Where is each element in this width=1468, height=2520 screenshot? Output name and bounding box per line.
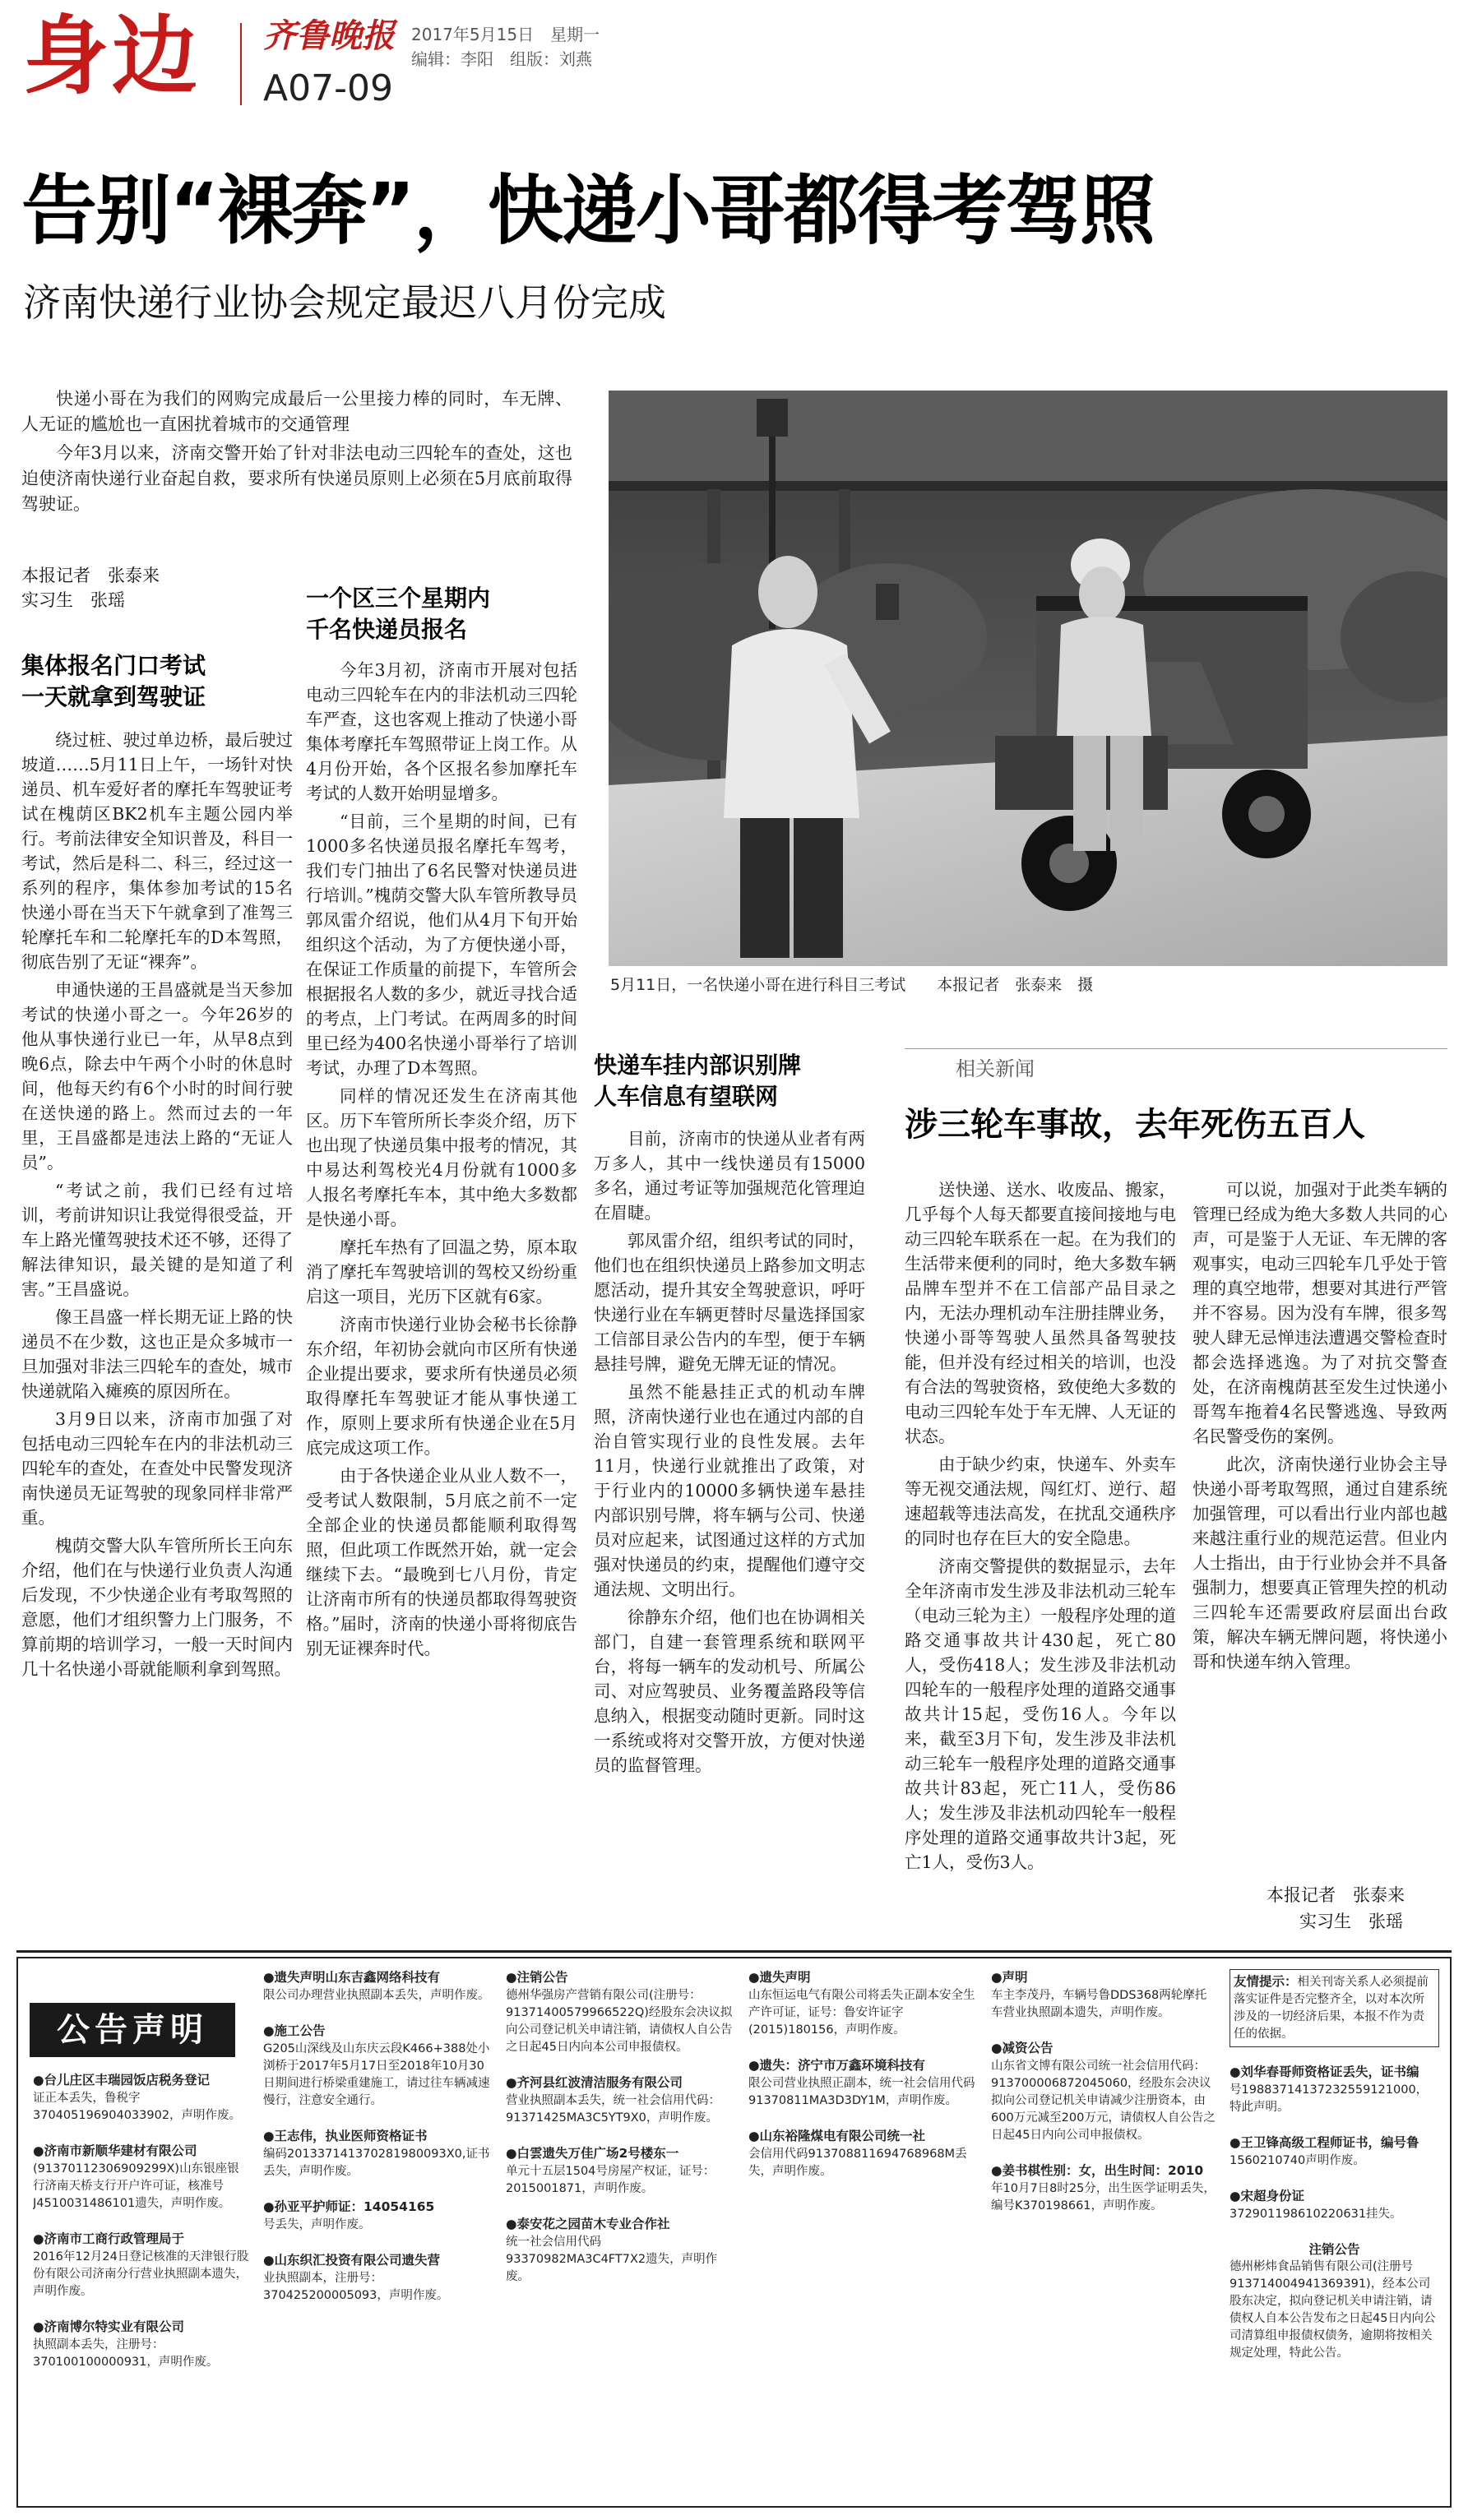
ad-item: ●济南市工商行政管理局于 2016年12月24日登记核准的天津银行股份有限公司济南分行营业执照副本遗失，声明作废。 — [33, 2231, 249, 2298]
ads-col-3 — [506, 1969, 736, 2499]
masthead — [0, 0, 1468, 132]
intro-para-2: 今年3月以来，济南交警开始了针对非法电动三四轮车的查处，这也迫使济南快递行业奋起自救，要求所有快递员原则上必须在5月底前取得驾驶证。 — [21, 443, 572, 514]
related-para: 送快递、送水、收废品、搬家，几乎每个人每天都要直接间接地与电动三四轮车联系在一起。在为我们的生活带来便利的同时，绝大多数车辆品牌车型并不在工信部产品目录之内，无法办理机动车注册挂牌业务，快递小哥等驾驶人虽然具备驾驶技能，但并没有经过相关的培训，也没有合法的驾驶资格，致使绝大多数的电动三四轮车处于车无牌、人无证的状态。 — [905, 1180, 1176, 1446]
photo-caption: 5月11日，一名快递小哥在进行科目三考试 本报记者 张泰来 摄 — [610, 976, 1094, 994]
s2-para: 今年3月初，济南市开展对包括电动三四轮车在内的非法机动三四轮车严查，这也客观上推动了快递小哥集体考摩托车驾照带证上岗工作。从4月份开始，各个区报名参加摩托车考试的人数开始明显增多。 — [306, 660, 577, 803]
intro-para-1: 快递小哥在为我们的网购完成最后一公里接力棒的同时，车无牌、人无证的尴尬也一直困扰着城市的交通管理 — [21, 389, 572, 434]
s3-para: 郭凤雷介绍，组织考试的同时，他们也在组织快递员上路参加文明志愿活动，提升其安全驾驶意识，呼吁快递行业在车辆更替时尽量选择国家工信部目录公告内的车型，便于车辆悬挂号牌，避免无牌无证的情况。 — [594, 1231, 865, 1374]
related-para: 由于缺少约束，快递车、外卖车等无视交通法规，闯红灯、逆行、超速超载等违法高发，在扰乱交通秩序的同时也存在巨大的安全隐患。 — [905, 1454, 1176, 1548]
ad-item: ●泰安花之园苗木专业合作社 统一社会信用代码93370982MA3C4FT7X2遗失，声明作废。 — [506, 2217, 718, 2283]
ads-col-5 — [991, 1969, 1217, 2499]
ad-item: ●刘华春哥师资格证丢失，证书编 号19883714137232559121000，特此声明。 — [1230, 2065, 1429, 2114]
ads-col-1 — [33, 2072, 251, 2499]
ad-item: ●遗失声明 山东恒运电气有限公司将丢失正副本安全生产许可证，证号：鲁安许证字(2015)180156，声明作废。 — [748, 1970, 975, 2037]
related-title: 涉三轮车事故，去年死伤五百人 — [905, 1106, 1365, 1144]
s1-para: “考试之前，我们已经有过培训，考前讲知识让我觉得很受益，开车上路光懂驾驶技术还不够，还得了解法律知识，最关键的是知道了利害。”王昌盛说。 — [21, 1181, 293, 1299]
intro — [21, 386, 572, 520]
ads-header: 公告声明 — [30, 2003, 235, 2057]
page-date: 2017年5月15日 星期一 — [411, 25, 600, 44]
related-para: 济南交警提供的数据显示，去年全年济南市发生涉及非法机动三轮车（电动三轮为主）一般程序处理的道路交通事故共计430起，死亡80人，受伤418人；发生涉及非法机动四轮车的一般程序处理的道路交通事故共计15起，受伤16人。今年以来，截至3月下旬，发生涉及非法机动三轮车一般程序处理的道路交通事故共计83起，死亡11人，受伤86人；发生涉及非法机动四轮车一般程序处理的道路交通事故共计3起，死亡1人，受伤3人。 — [905, 1556, 1176, 1872]
ads-col-4 — [748, 1969, 979, 2499]
masthead-divider — [240, 23, 242, 105]
s2-para: 济南市快递行业协会秘书长徐静东介绍，年初协会就向市区所有快递企业提出要求，要求所有快递员必须取得摩托车驾驶证才能从事快递工作，原则上要求所有快递企业在5月底完成这项工作。 — [306, 1315, 577, 1458]
section2-body — [306, 658, 577, 1944]
ad-item: ●台儿庄区丰瑞园饭店税务登记 证正本丢失，鲁税字370405196904033902，声明作废。 — [33, 2073, 242, 2122]
headline: 告别“裸奔”，快递小哥都得考驾照 — [21, 167, 1154, 255]
related-para: 此次，济南快递行业协会主导快递小哥考取驾照，通过自建系统加强管理，可以看出行业内部也越来越注重行业的规范运营。但业内人士指出，由于行业协会并不具备强制力，想要真正管理失控的机动三四轮车还需要政府层面出台政策，解决车辆无牌问题，将快递小哥和快递车纳入管理。 — [1192, 1454, 1447, 1672]
ad-item: ●减资公告 山东省文博有限公司统一社会信用代码：913700006872045060，经股东会决议拟向公司登记机关申请减少注册资本，由600万元减至200万元，请债权人自公告之日起45日内向公司申报债权。 — [991, 2041, 1216, 2142]
ad-item: 注销公告 德州彬炜食品销售有限公司(注册号913714004941369391)，经本公司股东决定，拟向登记机关申请注销，请债权人自本公告发布之日起45日内向公司清算组申报债权债务，逾期将按相关规定处理，特此公告。 — [1230, 2242, 1436, 2360]
photo-illustration — [609, 391, 1447, 966]
ad-item: ●山东织汇投资有限公司遗失营 业执照副本，注册号：370425200005093，声明作废。 — [263, 2253, 449, 2302]
news-photo — [609, 391, 1447, 966]
paper-logo: 齐鲁晚报 — [263, 16, 395, 55]
section1-title-1: 集体报名门口考试 — [21, 652, 206, 679]
ad-item: ●王卫锋高级工程师证书，编号鲁 1560210740声明作废。 — [1230, 2135, 1419, 2167]
page-editor: 编辑：李阳 组版：刘燕 — [411, 49, 592, 69]
ad-item: ●济南市新顺华建材有限公司 (91370112306909299X)山东银座银行济南天桥支行开户许可证，核准号J4510031486101遗失，声明作废。 — [33, 2143, 239, 2210]
related-tag: 相关新闻 — [946, 1052, 1044, 1081]
related-body-right — [1192, 1177, 1447, 1876]
s1-para: 槐荫交警大队车管所所长王向东介绍，他们在与快递行业负责人沟通后发现，不少快递企业有考取驾照的意愿，他们才组织警力上门服务，不算前期的培训学习，一般一天时间内几十名快递小哥就能顺利拿到驾照。 — [21, 1536, 293, 1679]
ad-notice: 友情提示：相关刊寄关系人必须提前落实证件是否完整齐全，以对本次所涉及的一切经济后果，本报不作为责任的依据。 — [1230, 1969, 1439, 2047]
ad-item: ●白雲遗失万佳广场2号楼东一 单元十五层1504号房屋产权证，证号：2015001871，声明作废。 — [506, 2146, 715, 2195]
s3-para: 目前，济南市的快递从业者有两万多人，其中一线快递员有15000多名，通过考证等加强规范化管理迫在眉睫。 — [594, 1129, 865, 1223]
ad-item: ●遗失：济宁市万鑫环境科技有 限公司营业执照正副本，统一社会信用代码91370811MA3D3DY1M，声明作废。 — [748, 2058, 975, 2107]
ads-top-rule — [16, 1950, 1452, 1953]
page-number: A07-09 — [263, 67, 393, 109]
ad-item: ●孙亚平护师证：14054165 号丢失，声明作废。 — [263, 2199, 435, 2231]
related-para: 可以说，加强对于此类车辆的管理已经成为绝大多数人共同的心声，可是鉴于人无证、车无牌的客观事实，电动三四轮车几乎处于管理的真空地带，想要对其进行严管并不容易。因为没有车牌，很多驾驶人肆无忌惮违法遭遇交警检查时都会选择逃逸。为了对抗交警查处，在济南槐荫甚至发生过快递小哥驾车拖着4名民警逃逸、导致两名民警受伤的案例。 — [1192, 1180, 1447, 1446]
s1-para: 绕过桩、驶过单边桥，最后驶过坡道……5月11日上午，一场针对快递员、机车爱好者的摩托车驾驶证考试在槐荫区BK2机车主题公园内举行。考前法律安全知识普及，科目一考试，然后是科二、科三，经过这一系列的程序，集体参加考试的15名快递小哥在当天下午就拿到了准驾三轮摩托车和二轮摩托车的D本驾照，彻底告别了无证“裸奔”。 — [21, 730, 293, 972]
ad-item: ●齐河县红波清洁服务有限公司 营业执照副本丢失，统一社会信用代码：91371425MA3C5YT9X0，声明作废。 — [506, 2075, 720, 2125]
related-byline-intern: 实习生 张瑶 — [1299, 1912, 1403, 1931]
s2-para: “目前，三个星期的时间，已有1000多名快递员报名摩托车驾考，我们专门抽出了6名民警对快递员进行培训。”槐荫交警大队车管所教导员郭凤雷介绍说，他们从4月下旬开始组织这个活动，为了方便快递小哥，在保证工作质量的前提下，车管所会根据报名人数的多少，就近寻找合适的考点，上门考试。在两周多的时间里已经为400名快递小哥举行了培训考试，办理了D本驾照。 — [306, 811, 577, 1078]
s1-para: 3月9日以来，济南市加强了对包括电动三四轮车在内的非法机动三四轮车的查处，在查处中民警发现济南快递员无证驾驶的现象同样非常严重。 — [21, 1409, 293, 1528]
section2-title-2: 千名快递员报名 — [306, 616, 468, 643]
byline-intern: 实习生 张瑶 — [21, 590, 125, 610]
related-tag-box — [905, 1048, 1447, 1082]
ad-item: ●遗失声明山东吉鑫网络科技有 限公司办理营业执照副本丢失，声明作废。 — [263, 1970, 490, 2002]
s2-para: 由于各快递企业从业人数不一，受考试人数限制，5月底之前不一定全部企业的快递员都能顺利取得驾照，但此项工作既然开始，就一定会继续下去。“最晚到七八月份，肯定让济南市所有的快递员都取得驾驶资格。”届时，济南的快递小哥将彻底告别无证裸奔时代。 — [306, 1466, 577, 1658]
s1-para: 像王昌盛一样长期无证上路的快递员不在少数，这也正是众多城市一旦加强对非法三四轮车的查处，城市快递就陷入瘫痪的原因所在。 — [21, 1307, 293, 1401]
byline-reporter: 本报记者 张泰来 — [21, 566, 160, 585]
section1-body — [21, 728, 293, 1944]
ad-item: ●王志伟，执业医师资格证书 编码201337141370281980093X0,证书丢失，声明作废。 — [263, 2129, 490, 2178]
s2-para: 摩托车热有了回温之势，原本取消了摩托车驾驶培训的驾校又纷纷重启这一项目，光历下区就有6家。 — [306, 1237, 577, 1306]
s3-para: 徐静东介绍，他们也在协调相关部门，自建一套管理系统和联网平台，将每一辆车的发动机号、所属公司、对应驾驶员、业务覆盖路段等信息纳入，根据变动随时更新。同时这一系统或将对交警开放，方便对快递员的监督管理。 — [594, 1607, 865, 1775]
section3-body — [594, 1126, 865, 1944]
section1-title-2: 一天就拿到驾驶证 — [21, 683, 206, 710]
ads-col-2 — [263, 1969, 493, 2499]
ad-item: ●声明 车主李茂丹，车辆号鲁DDS368两轮摩托车营业执照副本遗失，声明作废。 — [991, 1970, 1207, 2019]
section2-title-1: 一个区三个星期内 — [306, 585, 491, 612]
subhead: 济南快递行业协会规定最迟八月份完成 — [23, 280, 666, 325]
ad-item: ●施工公告 G205山深线及山东庆云段K466+388处小浏桥于2017年5月17日至2018年10月30日期间进行桥梁重建施工，请过往车辆减速慢行，注意安全通行。 — [263, 2023, 490, 2107]
ad-item: ●注销公告 德州华强房产营销有限公司(注册号：91371400579966522Q)经股东会决议拟向公司登记机关申请注销，请债权人自公告之日起45日内向本公司申报债权。 — [506, 1970, 733, 2054]
ads-col-6 — [1230, 1969, 1439, 2499]
related-byline-reporter: 本报记者 张泰来 — [1267, 1885, 1405, 1905]
s2-para: 同样的情况还发生在济南其他区。历下车管所所长李炎介绍，历下也出现了快递员集中报考的情况，其中易达利驾校光4月份就有1000多人报名考摩托车本，其中绝大多数都是快递小哥。 — [306, 1086, 577, 1229]
ad-item: ●济南博尔特实业有限公司 执照副本丢失，注册号：370100100000931，声明作废。 — [33, 2319, 219, 2369]
ad-item: ●山东裕隆煤电有限公司统一社 会信用代码913708811694768968M丢失，声明作废。 — [748, 2129, 967, 2178]
s3-para: 虽然不能悬挂正式的机动车牌照，济南快递行业也在通过内部的自治自管实现行业的良性发展。去年11月，快递行业就推出了政策，对于行业内的10000多辆快递车悬挂内部识别号牌，将车辆与公司、快递员对应起来，试图通过这样的方式加强对快递员的约束，提醒他们遵守交通法规、文明出行。 — [594, 1382, 865, 1599]
section3-title-1: 快递车挂内部识别牌 — [594, 1052, 802, 1079]
section-name: 身边 — [23, 5, 201, 106]
ad-item: ●姜书棋性别：女，出生时间：2010 年10月7日8时25分，出生医学证明丢失，编号K370198661，声明作废。 — [991, 2163, 1216, 2213]
s1-para: 申通快递的王昌盛就是当天参加考试的快递小哥之一。今年26岁的他从事快递行业已一年，从早8点到晚6点，除去中午两个小时的休息时间，他每天约有6个小时的时间行驶在送快递的路上。然而过去的一年里，王昌盛都是违法上路的“无证人员”。 — [21, 980, 293, 1172]
related-body-left — [905, 1177, 1176, 1942]
ad-item: ●宋超身份证 372901198610220631挂失。 — [1230, 2189, 1402, 2221]
section3-title-2: 人车信息有望联网 — [594, 1083, 779, 1110]
